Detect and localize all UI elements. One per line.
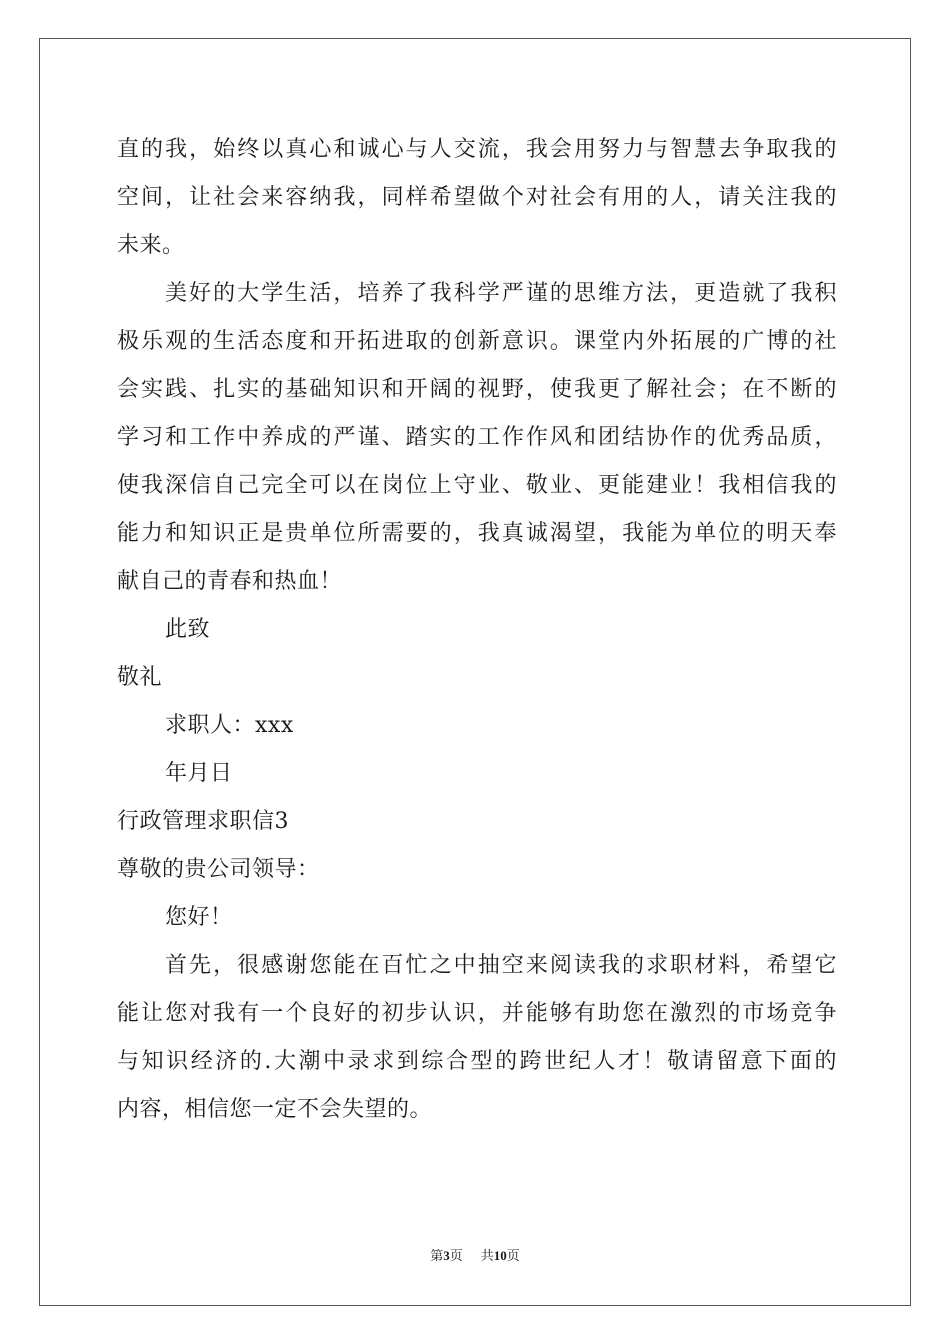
page-total: 10 bbox=[493, 1248, 507, 1263]
total-prefix: 共 bbox=[480, 1248, 494, 1263]
body-line: 会实践、扎实的基础知识和开阔的视野，使我更了解社会；在不断的 bbox=[117, 377, 837, 402]
body-line: 学习和工作中养成的严谨、踏实的工作作风和团结协作的优秀品质， bbox=[117, 425, 837, 450]
body-line: 内容，相信您一定不会失望的。 bbox=[117, 1097, 433, 1122]
section-title: 行政管理求职信3 bbox=[117, 809, 289, 834]
body-line: 直的我，始终以真心和诚心与人交流，我会用努力与智慧去争取我的 bbox=[117, 137, 837, 162]
body-line: 能让您对我有一个良好的初步认识，并能够有助您在激烈的市场竞争 bbox=[117, 1001, 837, 1026]
body-line: 首先，很感谢您能在百忙之中抽空来阅读我的求职材料，希望它 bbox=[165, 953, 837, 978]
closing-line: 此致 bbox=[165, 617, 211, 642]
date-line: 年月日 bbox=[165, 761, 233, 786]
body-line: 极乐观的生活态度和开拓进取的创新意识。课堂内外拓展的广博的社 bbox=[117, 329, 837, 354]
body-line: 献自己的青春和热血！ bbox=[117, 569, 343, 594]
total-suffix: 页 bbox=[506, 1248, 520, 1263]
body-line: 使我深信自己完全可以在岗位上守业、敬业、更能建业！我相信我的 bbox=[117, 473, 837, 498]
applicant-line: 求职人：xxx bbox=[165, 713, 294, 738]
page-prefix: 第 bbox=[430, 1248, 444, 1263]
letter-body bbox=[117, 126, 837, 1134]
body-line: 空间，让社会来容纳我，同样希望做个对社会有用的人，请关注我的 bbox=[117, 185, 837, 210]
body-line: 与知识经济的.大潮中录求到综合型的跨世纪人才！敬请留意下面的 bbox=[117, 1049, 837, 1074]
salute-line: 敬礼 bbox=[117, 665, 163, 690]
page-suffix: 页 bbox=[449, 1248, 463, 1263]
body-line: 未来。 bbox=[117, 233, 185, 258]
page-footer bbox=[0, 1245, 950, 1264]
page-current: 3 bbox=[443, 1248, 450, 1263]
greeting-line: 尊敬的贵公司领导： bbox=[117, 857, 320, 882]
hello-line: 您好！ bbox=[165, 905, 233, 930]
body-line: 美好的大学生活，培养了我科学严谨的思维方法，更造就了我积 bbox=[165, 281, 837, 306]
body-line: 能力和知识正是贵单位所需要的，我真诚渴望，我能为单位的明天奉 bbox=[117, 521, 837, 546]
